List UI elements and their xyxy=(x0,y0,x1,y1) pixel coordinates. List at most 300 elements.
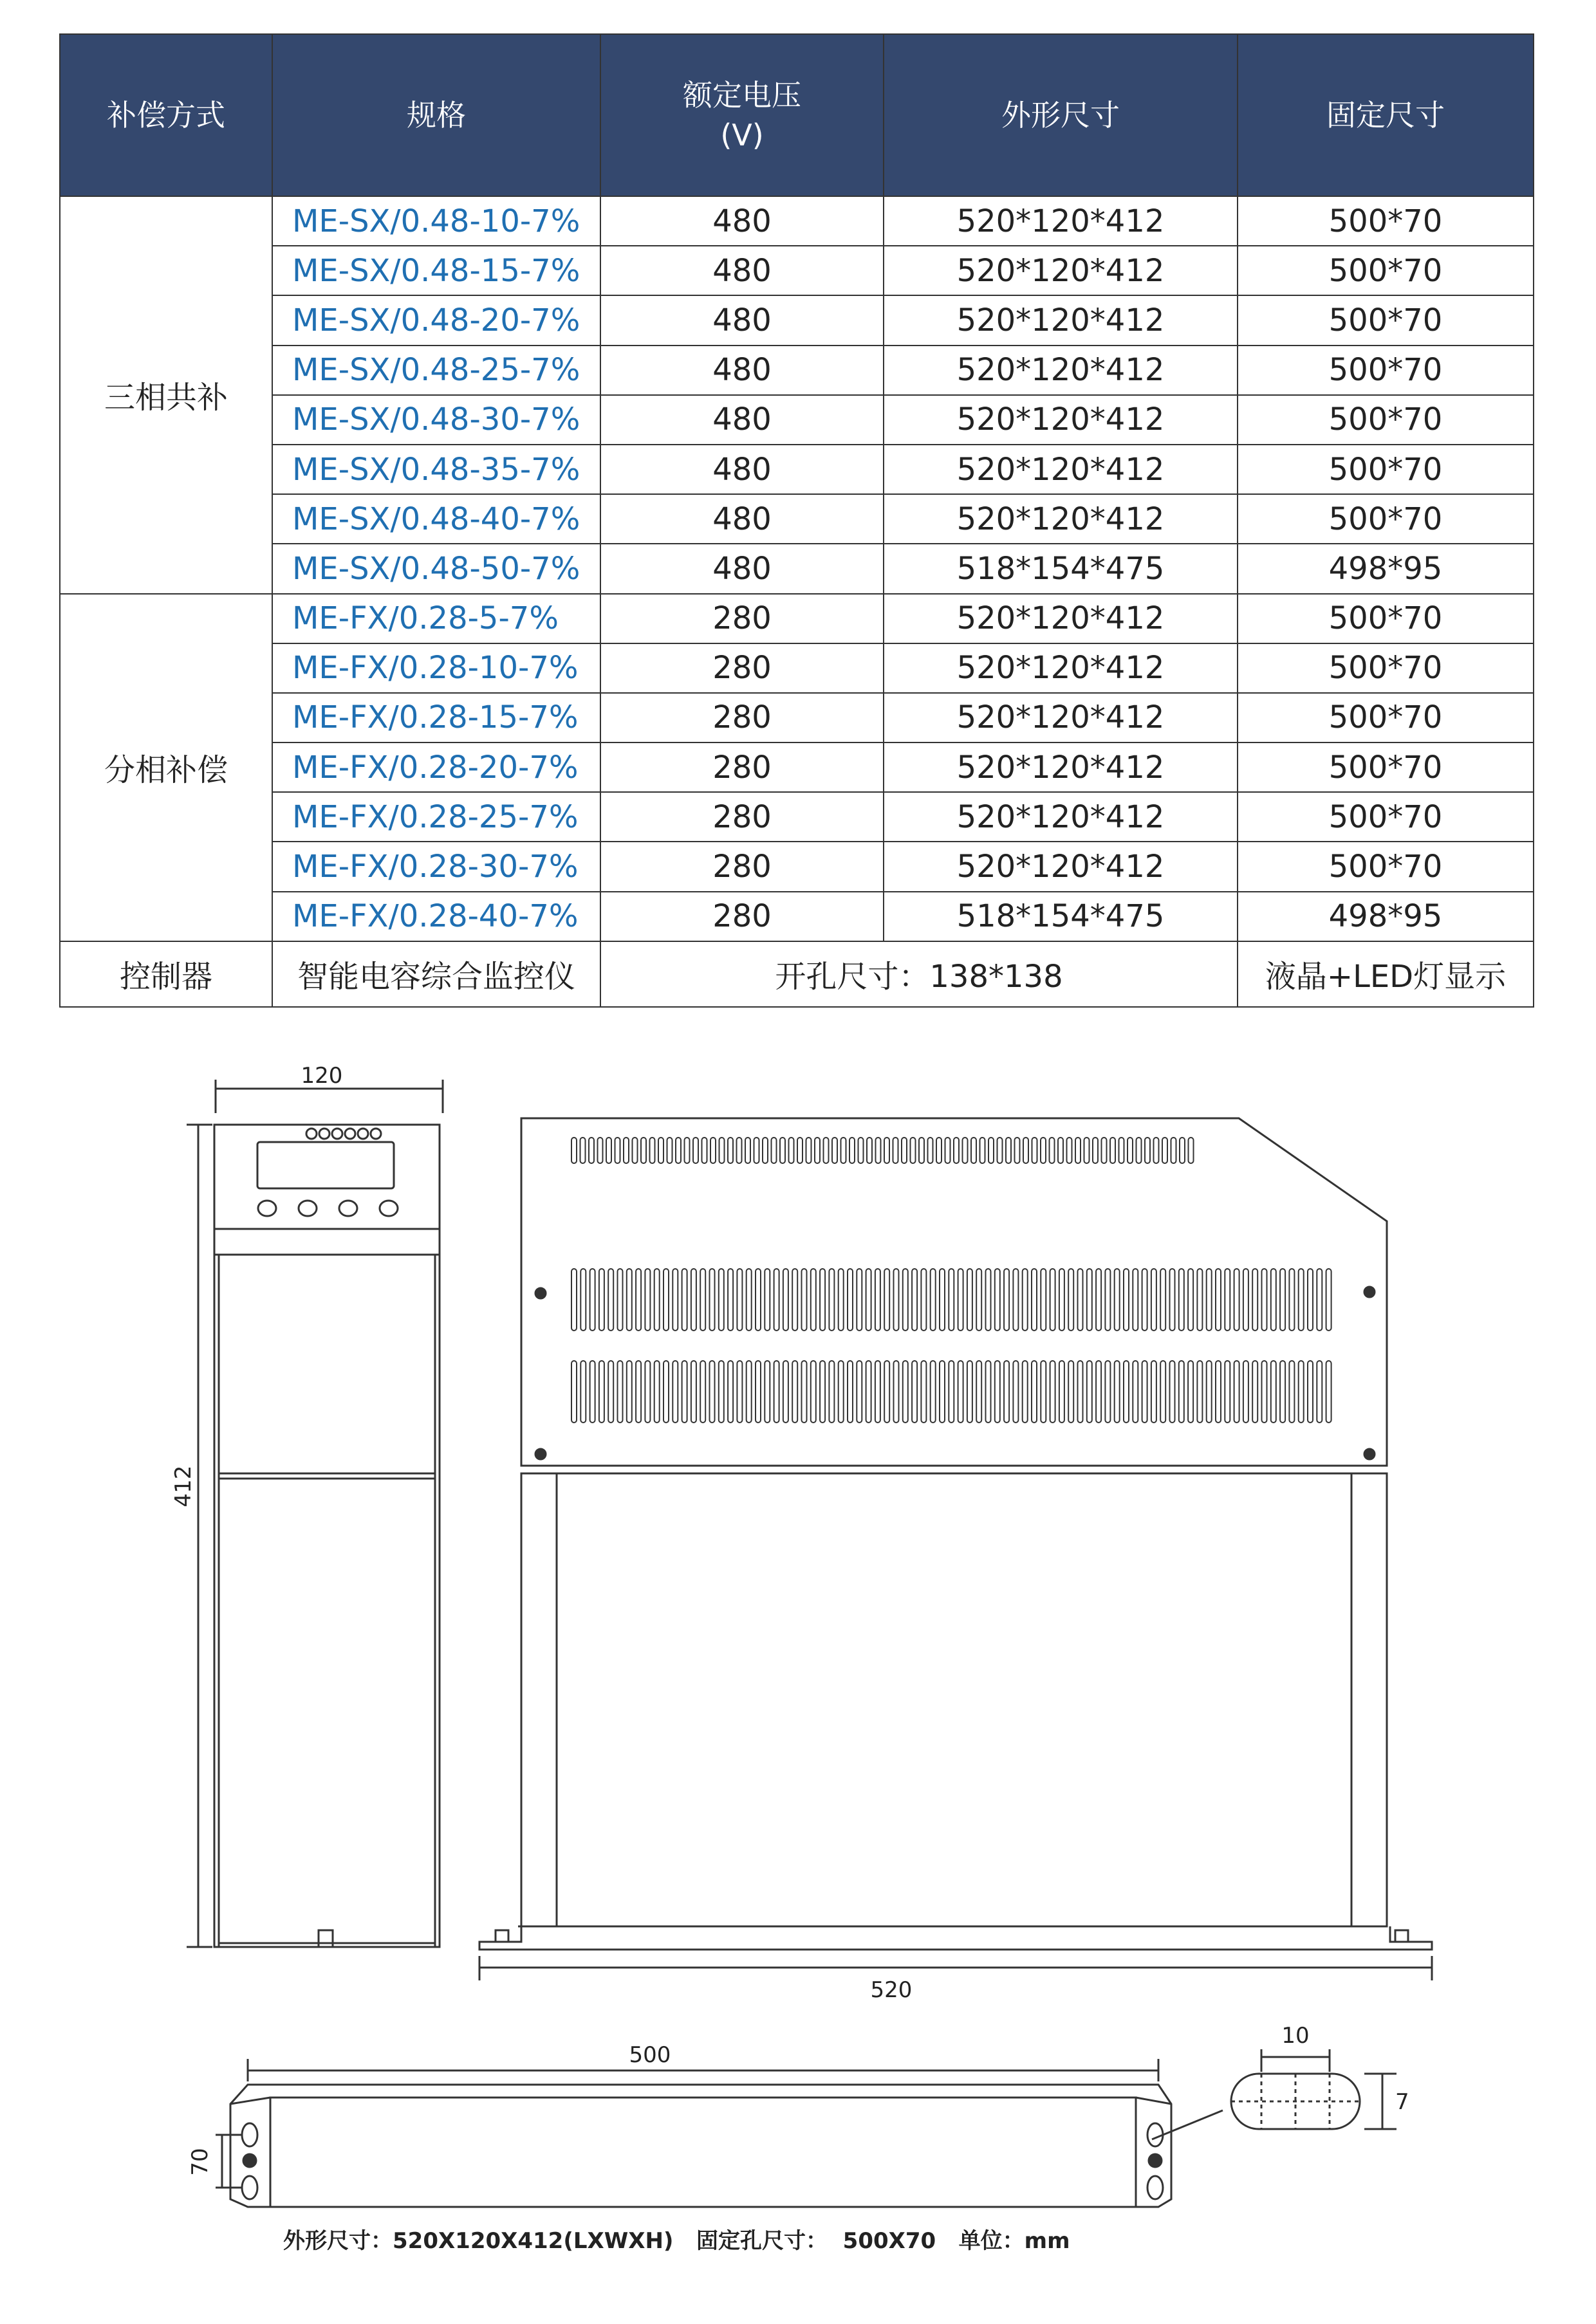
voltage-cell: 480 xyxy=(600,196,884,246)
vent-slot xyxy=(1142,1361,1147,1423)
vent-slot xyxy=(893,1138,898,1163)
vent-slot xyxy=(571,1138,577,1163)
vent-slot xyxy=(866,1269,871,1331)
vent-slot xyxy=(1299,1361,1304,1423)
vent-slot xyxy=(747,1361,752,1423)
vent-slot xyxy=(945,1138,951,1163)
vent-slot xyxy=(1145,1138,1150,1163)
fix-size-cell: 500*70 xyxy=(1238,196,1534,246)
vent-slot xyxy=(802,1269,807,1331)
model-cell: ME-FX/0.28-40-7% xyxy=(272,892,600,941)
vent-slot xyxy=(1041,1138,1046,1163)
vent-slot xyxy=(1050,1361,1055,1423)
vent-slot xyxy=(1032,1269,1037,1331)
voltage-cell: 480 xyxy=(600,346,884,395)
vent-slot xyxy=(931,1361,936,1423)
group-label: 分相补偿 xyxy=(60,594,272,941)
vent-slot xyxy=(1004,1361,1009,1423)
vent-slot xyxy=(754,1138,759,1163)
vent-slot xyxy=(1041,1269,1046,1331)
controller-label: 控制器 xyxy=(60,941,272,1007)
vent-slot xyxy=(792,1361,797,1423)
vent-slot xyxy=(949,1269,954,1331)
vent-slot xyxy=(958,1361,963,1423)
vent-slot xyxy=(1023,1138,1028,1163)
fix-size-cell: 500*70 xyxy=(1238,346,1534,395)
vent-slot xyxy=(1050,1269,1055,1331)
outer-size-cell: 520*120*412 xyxy=(884,792,1238,842)
vent-slot xyxy=(682,1269,687,1331)
voltage-cell: 480 xyxy=(600,494,884,544)
vent-slot xyxy=(1124,1361,1129,1423)
outer-size-cell: 520*120*412 xyxy=(884,842,1238,891)
table-row xyxy=(60,892,1534,941)
header-outer-size: 外形尺寸 xyxy=(884,34,1238,196)
voltage-cell: 280 xyxy=(600,693,884,742)
model-cell: ME-SX/0.48-40-7% xyxy=(272,494,600,544)
model-cell: ME-SX/0.48-30-7% xyxy=(272,395,600,445)
vent-slot xyxy=(1023,1269,1028,1331)
table-row xyxy=(60,246,1534,295)
vent-slot xyxy=(903,1269,908,1331)
vent-slot xyxy=(1124,1269,1129,1331)
vent-slot xyxy=(627,1269,632,1331)
technical-drawing xyxy=(0,1029,1596,2226)
vent-slot xyxy=(608,1361,613,1423)
outer-size-cell: 520*120*412 xyxy=(884,445,1238,494)
vent-slot xyxy=(824,1138,829,1163)
vent-slot xyxy=(1087,1269,1092,1331)
vent-slot xyxy=(841,1138,846,1163)
vent-slot xyxy=(1160,1361,1165,1423)
vent-slot xyxy=(998,1138,1003,1163)
outer-size-cell: 520*120*412 xyxy=(884,594,1238,643)
vent-slot xyxy=(1280,1361,1285,1423)
vent-slot xyxy=(894,1269,899,1331)
vent-slot xyxy=(774,1269,779,1331)
table-row xyxy=(60,594,1534,643)
vent-slot xyxy=(673,1361,678,1423)
vent-slot xyxy=(967,1361,972,1423)
vent-slot xyxy=(829,1361,834,1423)
vent-slot xyxy=(811,1361,816,1423)
vent-slot xyxy=(884,1138,889,1163)
vent-slot xyxy=(1170,1361,1175,1423)
fix-size-cell: 500*70 xyxy=(1238,742,1534,792)
vent-slot xyxy=(866,1361,871,1423)
vent-slot xyxy=(1105,1361,1110,1423)
vent-slot xyxy=(1041,1361,1046,1423)
vent-slot xyxy=(1151,1269,1156,1331)
fix-size-cell: 500*70 xyxy=(1238,494,1534,544)
group-label: 三相共补 xyxy=(60,196,272,594)
vent-slot xyxy=(765,1361,770,1423)
vent-slot xyxy=(693,1138,698,1163)
vent-slot xyxy=(1096,1269,1101,1331)
vent-slot xyxy=(976,1361,981,1423)
controller-cutout: 开孔尺寸：138*138 xyxy=(600,941,1238,1007)
voltage-cell: 480 xyxy=(600,445,884,494)
vent-slot xyxy=(849,1138,855,1163)
vent-slot xyxy=(702,1138,707,1163)
vent-slot xyxy=(728,1138,733,1163)
controller-display: 液晶+LED灯显示 xyxy=(1238,941,1534,1007)
vent-slot xyxy=(1059,1269,1064,1331)
vent-slot xyxy=(1050,1138,1055,1163)
vent-slot xyxy=(1110,1138,1115,1163)
vent-slot xyxy=(1252,1269,1257,1331)
vent-slot xyxy=(921,1361,926,1423)
vent-slot xyxy=(884,1361,889,1423)
vent-slot xyxy=(1127,1138,1133,1163)
vent-slot xyxy=(1162,1138,1167,1163)
table-row xyxy=(60,742,1534,792)
vent-slot xyxy=(685,1138,690,1163)
header-method: 补偿方式 xyxy=(60,34,272,196)
vent-slot xyxy=(571,1269,577,1331)
vent-slot xyxy=(737,1361,742,1423)
table-row xyxy=(60,196,1534,246)
vent-slot xyxy=(902,1138,907,1163)
vent-slot xyxy=(663,1361,669,1423)
header-voltage-unit: (V) xyxy=(720,118,764,152)
vent-slot xyxy=(1179,1269,1184,1331)
dim-bottom-width: 500 xyxy=(629,2042,671,2068)
vent-slot xyxy=(1068,1361,1073,1423)
vent-slot xyxy=(1234,1361,1239,1423)
table-header-row xyxy=(60,34,1534,196)
vent-slot xyxy=(1032,1361,1037,1423)
vent-slot xyxy=(599,1361,604,1423)
vent-slot xyxy=(1179,1361,1184,1423)
outer-size-cell: 518*154*475 xyxy=(884,544,1238,593)
vent-slot xyxy=(792,1269,797,1331)
vent-slot xyxy=(772,1138,777,1163)
vent-slot xyxy=(976,1269,981,1331)
vent-slot xyxy=(747,1269,752,1331)
vent-slot xyxy=(1075,1138,1081,1163)
model-cell: ME-SX/0.48-10-7% xyxy=(272,196,600,246)
dim-bottom-height: 70 xyxy=(187,2148,213,2176)
vent-slot xyxy=(967,1269,972,1331)
vent-slot xyxy=(876,1138,881,1163)
vent-slot xyxy=(1160,1269,1165,1331)
fix-size-cell: 500*70 xyxy=(1238,792,1534,842)
vent-slot xyxy=(598,1138,603,1163)
vent-slot xyxy=(921,1269,926,1331)
vent-slot xyxy=(1142,1269,1147,1331)
vent-slot xyxy=(931,1269,936,1331)
vent-slot xyxy=(1137,1138,1142,1163)
vent-slot xyxy=(912,1361,917,1423)
model-cell: ME-SX/0.48-20-7% xyxy=(272,295,600,345)
table-row xyxy=(60,494,1534,544)
vent-slot xyxy=(829,1269,834,1331)
vent-slot xyxy=(615,1138,620,1163)
bottom-view xyxy=(216,2049,1396,2207)
vent-slot xyxy=(783,1269,788,1331)
vent-slot xyxy=(884,1269,889,1331)
vent-slot xyxy=(682,1361,687,1423)
controller-row xyxy=(60,941,1534,1007)
table-row xyxy=(60,445,1534,494)
vent-slot xyxy=(797,1138,803,1163)
vent-slot xyxy=(589,1138,594,1163)
vent-slot xyxy=(1299,1269,1304,1331)
vent-slot xyxy=(875,1269,880,1331)
outer-size-cell: 520*120*412 xyxy=(884,346,1238,395)
dim-side-width: 120 xyxy=(301,1063,343,1089)
vent-slot xyxy=(1023,1361,1028,1423)
vent-slot xyxy=(912,1269,917,1331)
vent-slot xyxy=(1180,1138,1185,1163)
model-cell: ME-FX/0.28-25-7% xyxy=(272,792,600,842)
vent-slot xyxy=(1068,1269,1073,1331)
vent-slot xyxy=(815,1138,820,1163)
vent-slot xyxy=(691,1269,696,1331)
header-spec: 规格 xyxy=(272,34,600,196)
vent-slot xyxy=(1032,1138,1037,1163)
vent-slot xyxy=(1262,1361,1267,1423)
fix-size-cell: 500*70 xyxy=(1238,594,1534,643)
vent-slot xyxy=(988,1138,994,1163)
vent-slot xyxy=(1289,1361,1294,1423)
vent-slot xyxy=(1154,1138,1159,1163)
fix-size-cell: 500*70 xyxy=(1238,395,1534,445)
vent-slot xyxy=(728,1269,733,1331)
vent-slot xyxy=(1243,1361,1248,1423)
vent-slot xyxy=(995,1361,1000,1423)
vent-slot xyxy=(636,1361,641,1423)
voltage-cell: 280 xyxy=(600,792,884,842)
model-cell: ME-FX/0.28-20-7% xyxy=(272,742,600,792)
vent-slot xyxy=(963,1138,968,1163)
vent-slot xyxy=(745,1138,750,1163)
vent-slot xyxy=(940,1269,945,1331)
vent-slot xyxy=(650,1138,655,1163)
vent-slot xyxy=(763,1138,768,1163)
vent-slot xyxy=(663,1269,669,1331)
voltage-cell: 280 xyxy=(600,892,884,941)
model-cell: ME-SX/0.48-50-7% xyxy=(272,544,600,593)
vent-slot xyxy=(1151,1361,1156,1423)
vent-slot xyxy=(1262,1269,1267,1331)
vent-slot xyxy=(590,1361,595,1423)
vent-slot xyxy=(995,1269,1000,1331)
vent-slot xyxy=(783,1361,788,1423)
model-cell: ME-FX/0.28-15-7% xyxy=(272,693,600,742)
vent-slot xyxy=(986,1269,991,1331)
vent-slot xyxy=(1271,1269,1276,1331)
outer-size-cell: 520*120*412 xyxy=(884,742,1238,792)
vent-slot xyxy=(618,1361,623,1423)
vent-slot xyxy=(1197,1269,1202,1331)
vent-slot xyxy=(571,1361,577,1423)
model-cell: ME-FX/0.28-30-7% xyxy=(272,842,600,891)
vent-slot xyxy=(857,1361,862,1423)
vent-slot xyxy=(673,1269,678,1331)
vent-slot xyxy=(1084,1138,1090,1163)
vent-slot xyxy=(645,1269,650,1331)
vent-slot xyxy=(1188,1269,1193,1331)
vent-slot xyxy=(700,1361,705,1423)
vent-slot xyxy=(820,1361,825,1423)
vent-slot xyxy=(848,1361,853,1423)
table-row xyxy=(60,544,1534,593)
vent-slot xyxy=(580,1361,586,1423)
vent-slot xyxy=(700,1269,705,1331)
vent-slot xyxy=(1216,1361,1221,1423)
drawing-caption: 外形尺寸：520X120X412(LXWXH) 固定孔尺寸： 500X70 单位：mm xyxy=(283,2228,1070,2254)
vent-slot xyxy=(636,1269,641,1331)
table-row xyxy=(60,295,1534,345)
vent-slot xyxy=(1326,1269,1332,1331)
vent-slot xyxy=(1234,1269,1239,1331)
vent-slot xyxy=(1115,1269,1120,1331)
vent-slot xyxy=(756,1269,761,1331)
vent-slot xyxy=(820,1269,825,1331)
vent-slot xyxy=(1189,1138,1194,1163)
vent-slot xyxy=(1271,1361,1276,1423)
vent-slot xyxy=(839,1269,844,1331)
vent-slot xyxy=(857,1269,862,1331)
outer-size-cell: 520*120*412 xyxy=(884,395,1238,445)
table-row xyxy=(60,643,1534,693)
vent-slot xyxy=(1207,1361,1212,1423)
vent-slot xyxy=(1004,1269,1009,1331)
table-row xyxy=(60,842,1534,891)
vent-slot xyxy=(971,1138,976,1163)
fix-size-cell: 500*70 xyxy=(1238,643,1534,693)
fix-size-cell: 500*70 xyxy=(1238,445,1534,494)
fix-size-cell: 500*70 xyxy=(1238,295,1534,345)
vent-slot xyxy=(1078,1269,1083,1331)
vent-slot xyxy=(928,1138,933,1163)
vent-slot xyxy=(911,1138,916,1163)
outer-size-cell: 520*120*412 xyxy=(884,196,1238,246)
vent-slot xyxy=(954,1138,959,1163)
vent-slot xyxy=(1059,1361,1064,1423)
vent-slot xyxy=(1087,1361,1092,1423)
vent-slot xyxy=(1133,1361,1138,1423)
vent-slot xyxy=(811,1269,816,1331)
model-cell: ME-SX/0.48-35-7% xyxy=(272,445,600,494)
model-cell: ME-FX/0.28-10-7% xyxy=(272,643,600,693)
vent-slot xyxy=(710,1138,716,1163)
vent-slot xyxy=(1058,1138,1063,1163)
vent-slot xyxy=(949,1361,954,1423)
model-cell: ME-FX/0.28-5-7% xyxy=(272,594,600,643)
vent-slot xyxy=(580,1138,586,1163)
vent-slot xyxy=(894,1361,899,1423)
vent-slot xyxy=(1013,1269,1018,1331)
vent-slot xyxy=(1225,1361,1230,1423)
dim-slot-width: 10 xyxy=(1281,2023,1310,2049)
vent-slot xyxy=(765,1269,770,1331)
vent-slot xyxy=(710,1269,715,1331)
vent-slot xyxy=(1013,1361,1018,1423)
vent-slot xyxy=(958,1269,963,1331)
side-view xyxy=(187,1080,443,1947)
vent-slot xyxy=(936,1138,942,1163)
outer-size-cell: 520*120*412 xyxy=(884,295,1238,345)
vent-slot xyxy=(1308,1361,1313,1423)
vent-slot xyxy=(1078,1361,1083,1423)
vent-slot xyxy=(1096,1361,1101,1423)
outer-size-cell: 518*154*475 xyxy=(884,892,1238,941)
vent-slot xyxy=(1102,1138,1107,1163)
vent-slot xyxy=(1326,1361,1332,1423)
spec-table xyxy=(59,33,1534,1008)
outer-size-cell: 520*120*412 xyxy=(884,693,1238,742)
dim-front-width: 520 xyxy=(870,1977,913,2003)
fix-size-cell: 500*70 xyxy=(1238,842,1534,891)
vent-slot xyxy=(719,1269,724,1331)
vent-slot xyxy=(919,1138,924,1163)
fix-size-cell: 500*70 xyxy=(1238,693,1534,742)
vent-slot xyxy=(1243,1269,1248,1331)
vent-slot xyxy=(940,1361,945,1423)
vent-slot xyxy=(633,1138,638,1163)
header-voltage xyxy=(600,34,884,196)
vent-slot xyxy=(1317,1269,1322,1331)
voltage-cell: 480 xyxy=(600,246,884,295)
vent-slot xyxy=(627,1361,632,1423)
vent-slot xyxy=(606,1138,611,1163)
vent-slot xyxy=(1115,1361,1120,1423)
controller-desc: 智能电容综合监控仪 xyxy=(272,941,600,1007)
vent-slot xyxy=(1015,1138,1020,1163)
voltage-cell: 280 xyxy=(600,643,884,693)
vent-slot xyxy=(980,1138,985,1163)
vent-slot xyxy=(858,1138,864,1163)
vent-slot xyxy=(1105,1269,1110,1331)
table-row xyxy=(60,346,1534,395)
vent-slot xyxy=(618,1269,623,1331)
vent-slot xyxy=(728,1361,733,1423)
vent-slot xyxy=(832,1138,837,1163)
header-voltage-label: 额定电压 xyxy=(683,78,801,113)
vent-slot xyxy=(676,1138,681,1163)
vent-slot xyxy=(719,1138,725,1163)
vent-slot xyxy=(1216,1269,1221,1331)
vent-slot xyxy=(1308,1269,1313,1331)
front-view xyxy=(479,1118,1432,1980)
model-cell: ME-SX/0.48-15-7% xyxy=(272,246,600,295)
vent-slot xyxy=(986,1361,991,1423)
vent-slot xyxy=(1006,1138,1011,1163)
vent-slot xyxy=(1252,1361,1257,1423)
table-row xyxy=(60,693,1534,742)
vent-slot xyxy=(590,1269,595,1331)
vent-slot xyxy=(1171,1138,1176,1163)
vent-slot xyxy=(654,1269,660,1331)
vent-slot xyxy=(1225,1269,1230,1331)
voltage-cell: 280 xyxy=(600,842,884,891)
vent-slot xyxy=(1093,1138,1098,1163)
vent-slot xyxy=(737,1269,742,1331)
vent-slot xyxy=(839,1361,844,1423)
vent-slot xyxy=(903,1361,908,1423)
vent-slot xyxy=(641,1138,646,1163)
vent-slot xyxy=(780,1138,785,1163)
table-row xyxy=(60,395,1534,445)
vent-slot xyxy=(599,1269,604,1331)
vent-slot xyxy=(737,1138,742,1163)
dim-slot-height: 7 xyxy=(1395,2089,1409,2115)
voltage-cell: 280 xyxy=(600,742,884,792)
outer-size-cell: 520*120*412 xyxy=(884,494,1238,544)
